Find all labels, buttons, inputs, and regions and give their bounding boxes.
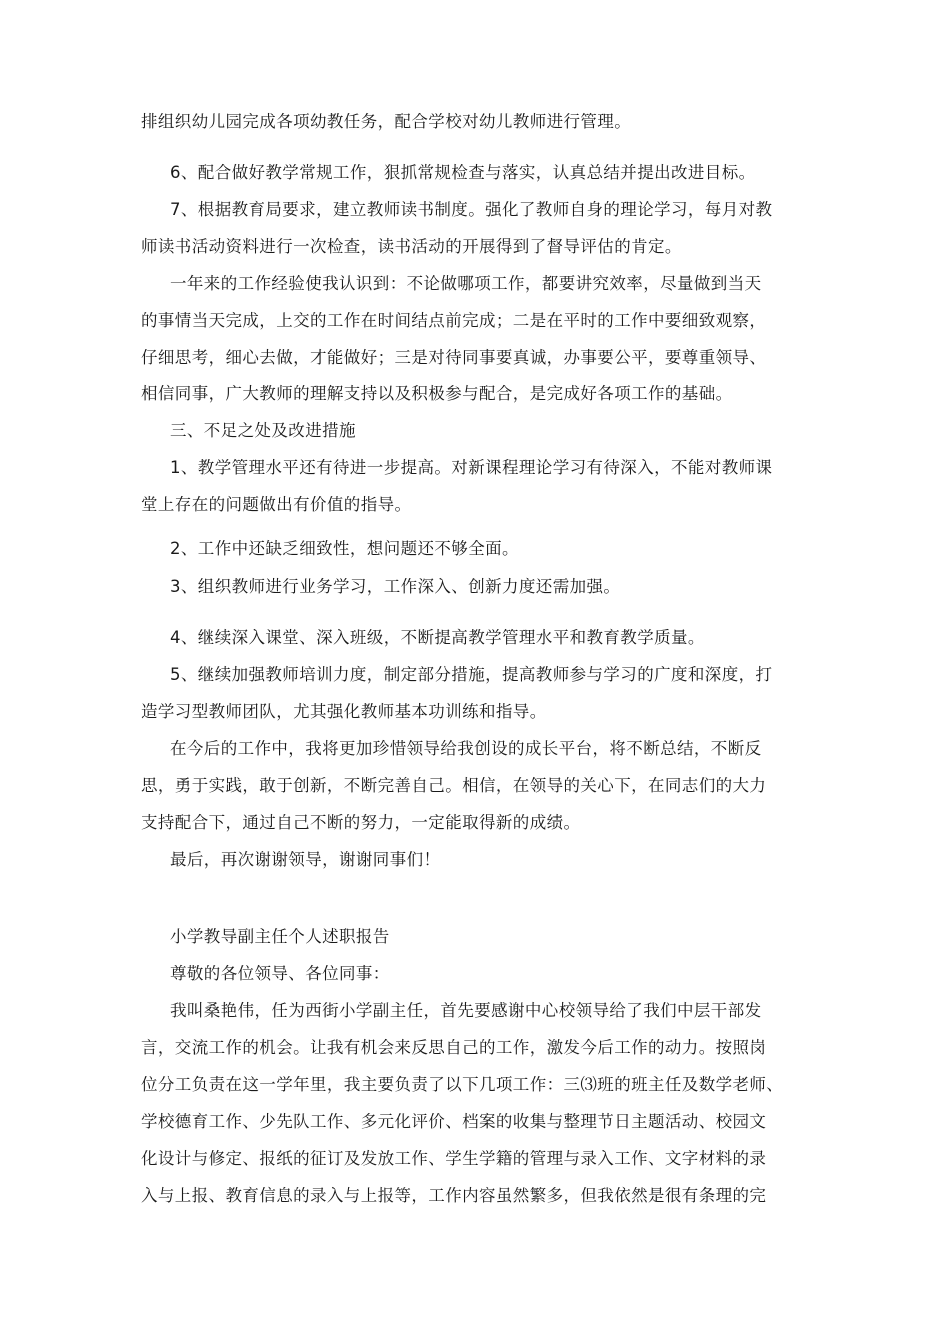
text-line: 堂上存在的问题做出有价值的指导。 — [141, 495, 412, 514]
text-line: 造学习型教师团队，尤其强化教师基本功训练和指导。 — [141, 702, 547, 721]
text-line: 位分工负责在这一学年里，我主要负责了以下几项工作：三⑶班的班主任及数学老师、 — [141, 1075, 784, 1094]
text-line: 4、继续深入课堂、深入班级，不断提高教学管理水平和教育教学质量。 — [170, 628, 705, 647]
text-line: 支持配合下，通过自己不断的努力，一定能取得新的成绩。 — [141, 813, 581, 832]
salutation: 尊敬的各位领导、各位同事： — [170, 964, 390, 983]
text-line: 入与上报、教育信息的录入与上报等，工作内容虽然繁多，但我依然是很有条理的完 — [141, 1186, 767, 1205]
text-line: 师读书活动资料进行一次检查，读书活动的开展得到了督导评估的肯定。 — [141, 237, 682, 256]
text-line: 最后，再次谢谢领导，谢谢同事们！ — [170, 850, 441, 869]
text-line: 2、工作中还缺乏细致性，想问题还不够全面。 — [170, 539, 519, 558]
text-line: 相信同事，广大教师的理解支持以及积极参与配合，是完成好各项工作的基础。 — [141, 384, 733, 403]
text-line: 3、组织教师进行业务学习，工作深入、创新力度还需加强。 — [170, 577, 621, 596]
text-line: 仔细思考，细心去做，才能做好；三是对待同事要真诚，办事要公平，要尊重领导、 — [141, 348, 767, 367]
text-line: 言，交流工作的机会。让我有机会来反思自己的工作，激发今后工作的动力。按照岗 — [141, 1038, 767, 1057]
text-line: 化设计与修定、报纸的征订及发放工作、学生学籍的管理与录入工作、文字材料的录 — [141, 1149, 767, 1168]
text-line: 7、根据教育局要求，建立教师读书制度。强化了教师自身的理论学习，每月对教 — [170, 200, 773, 219]
text-line: 排组织幼儿园完成各项幼教任务，配合学校对幼儿教师进行管理。 — [141, 112, 632, 131]
section-heading: 三、不足之处及改进措施 — [170, 421, 356, 440]
text-line: 学校德育工作、少先队工作、多元化评价、档案的收集与整理节日主题活动、校园文 — [141, 1112, 767, 1131]
text-line: 的事情当天完成，上交的工作在时间结点前完成；二是在平时的工作中要细致观察， — [141, 311, 767, 330]
report-title: 小学教导副主任个人述职报告 — [170, 927, 390, 946]
text-line: 1、教学管理水平还有待进一步提高。对新课程理论学习有待深入，不能对教师课 — [170, 458, 773, 477]
text-line: 思，勇于实践，敢于创新，不断完善自己。相信，在领导的关心下，在同志们的大力 — [141, 776, 767, 795]
text-line: 5、继续加强教师培训力度，制定部分措施，提高教师参与学习的广度和深度，打 — [170, 665, 773, 684]
text-line: 一年来的工作经验使我认识到：不论做哪项工作，都要讲究效率，尽量做到当天 — [170, 274, 762, 293]
text-line: 我叫桑艳伟，任为西街小学副主任，首先要感谢中心校领导给了我们中层干部发 — [170, 1001, 762, 1020]
text-line: 在今后的工作中，我将更加珍惜领导给我创设的成长平台，将不断总结，不断反 — [170, 739, 762, 758]
text-line: 6、配合做好教学常规工作，狠抓常规检查与落实，认真总结并提出改进目标。 — [170, 163, 756, 182]
